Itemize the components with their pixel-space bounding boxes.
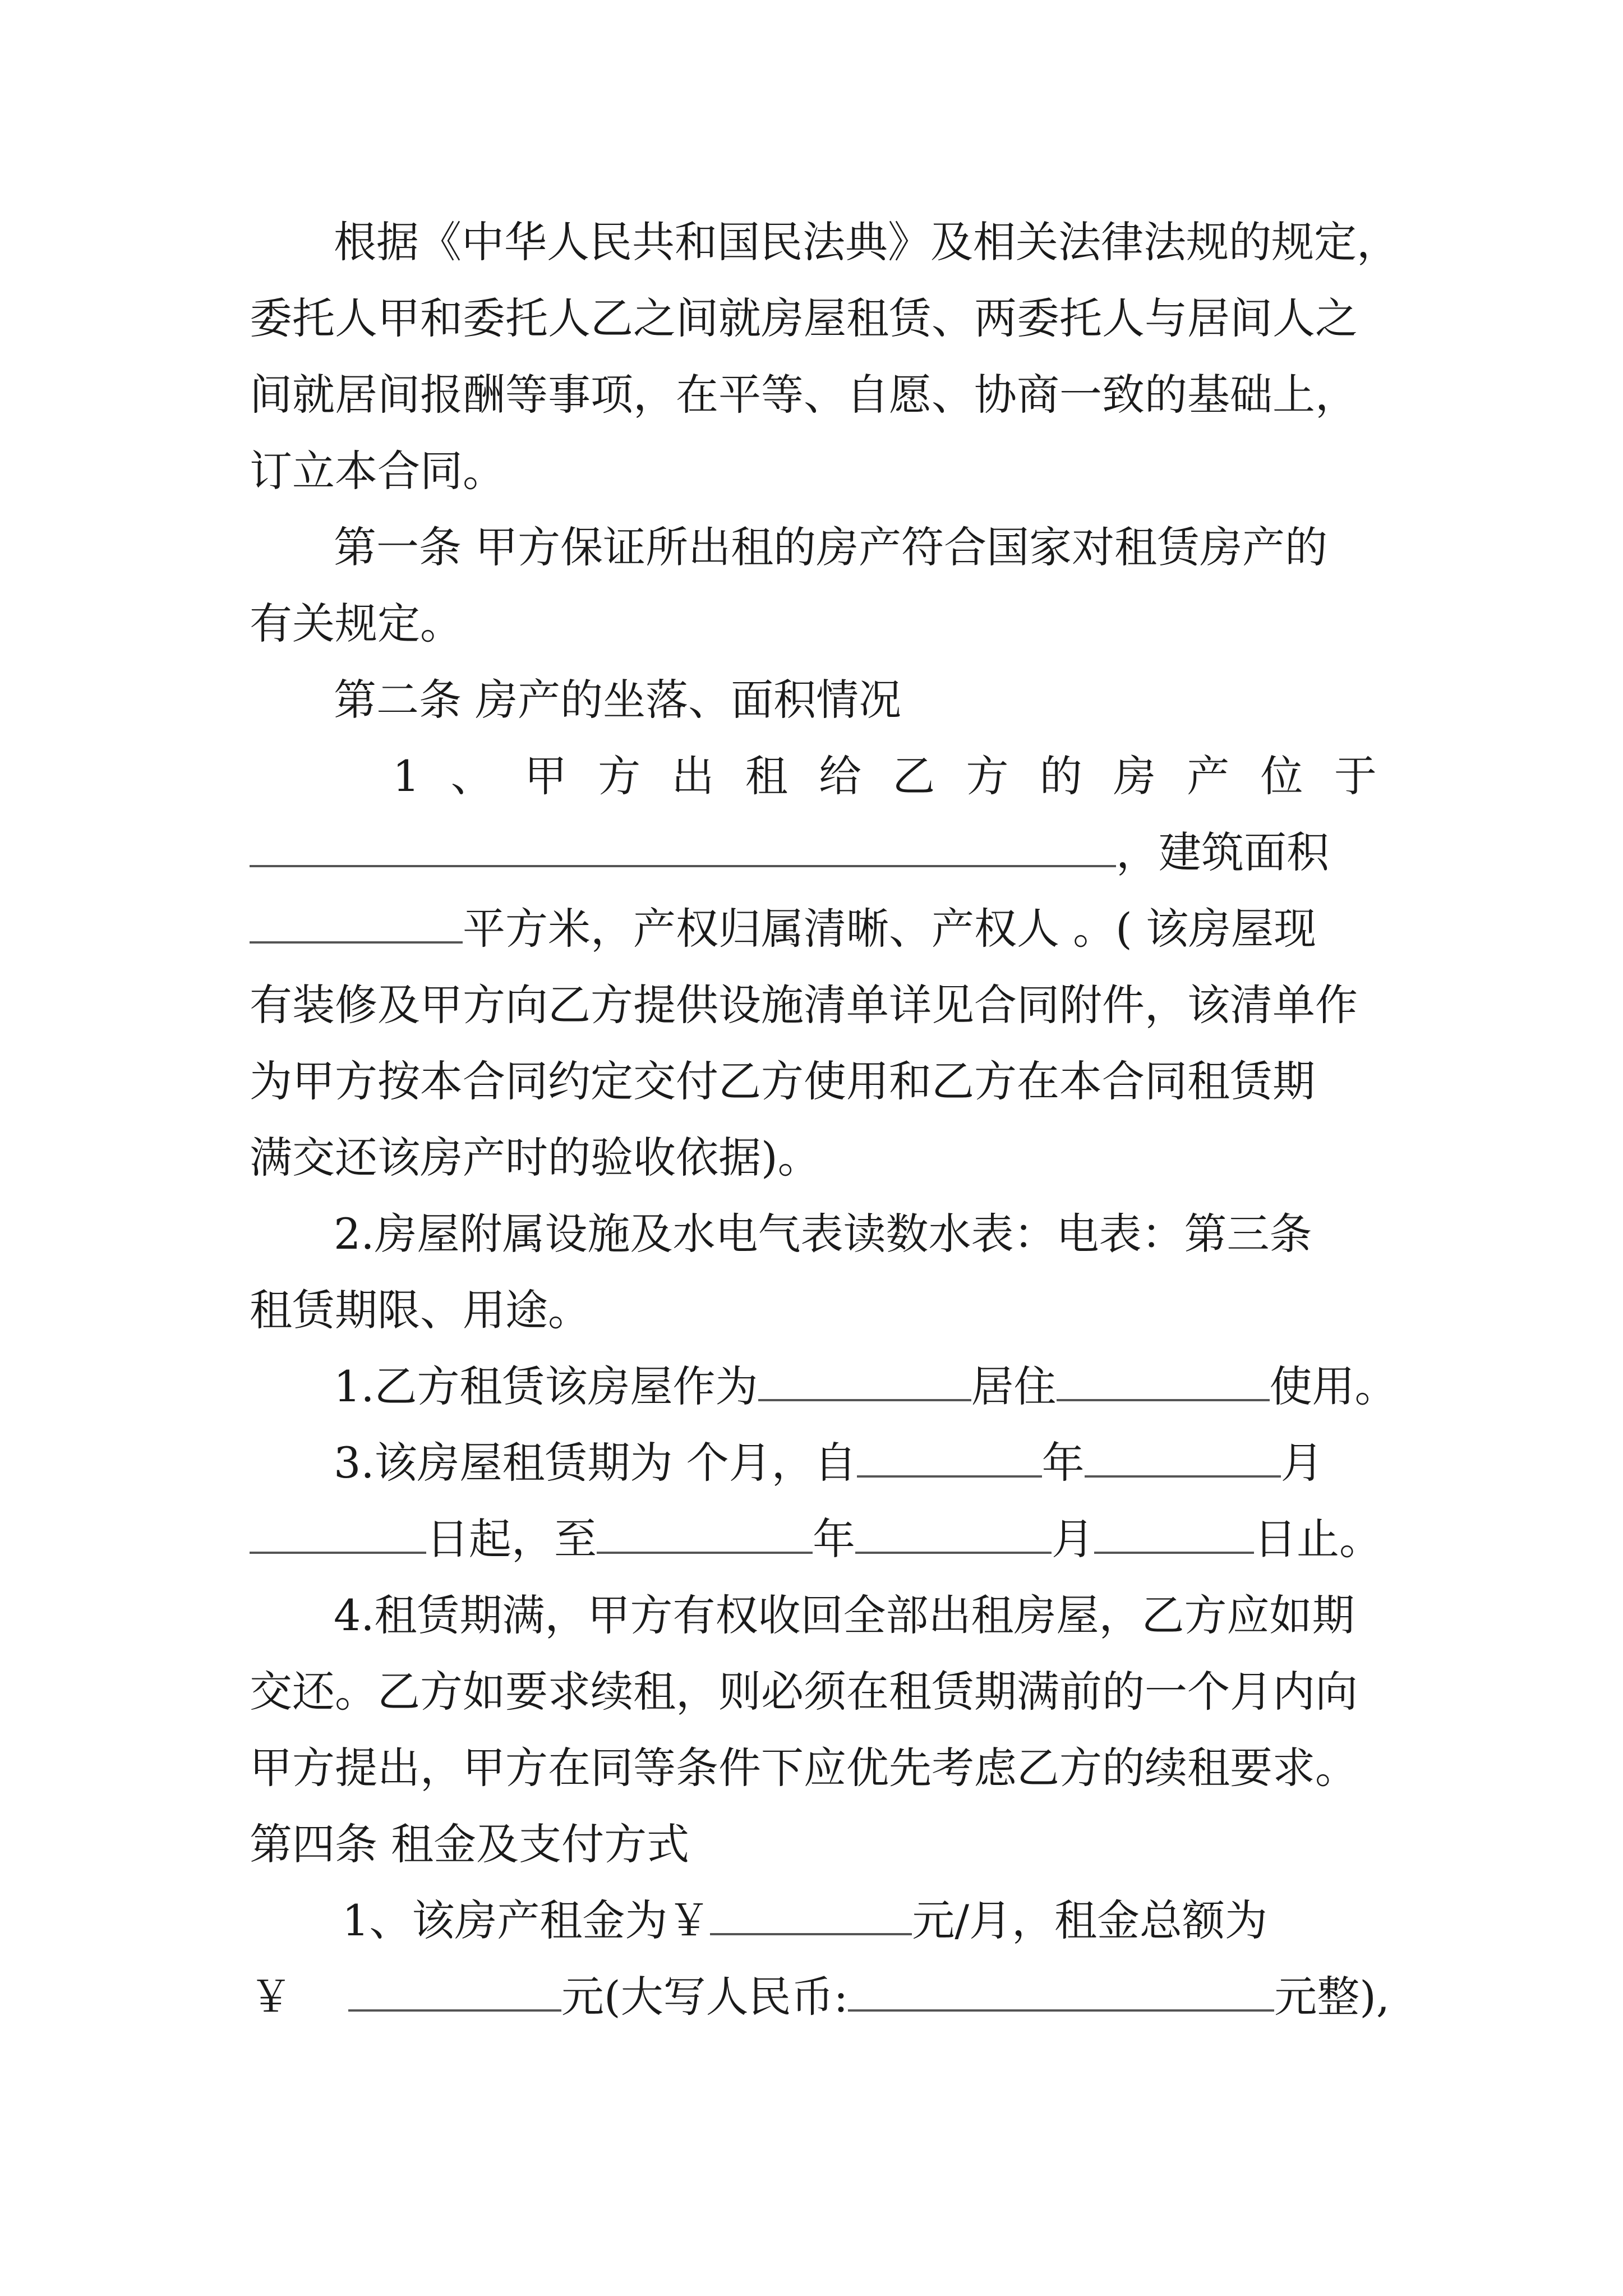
text: 4.租赁期满，甲方有权收回全部出租房屋，乙方应如期 [334,1590,1355,1640]
paragraph-line [250,1048,1377,1115]
text: 元整), [1274,1972,1390,2022]
blank-line-field[interactable] [250,1552,426,1554]
paragraph-line [334,1582,1377,1649]
blank-line-field[interactable] [250,865,1116,867]
paragraph-line [250,895,1377,963]
blank-line-field[interactable] [1085,1475,1281,1478]
text: 订立本合同。 [250,446,505,496]
text: 平方米，产权归属清晰、产权人 。( 该房屋现 [463,904,1316,954]
article-heading [250,1811,1377,1878]
text: 第二条 房产的坐落、面积情况 [334,675,902,725]
blank-line-field[interactable] [855,1552,1052,1554]
paragraph-line [250,972,1377,1039]
justified-char: 方 [598,751,641,801]
justified-char: 出 [671,751,714,801]
text: ￥ [250,1972,292,2022]
text: 2.房屋附属设施及水电气表读数水表：电表：第三条 [334,1209,1312,1259]
paragraph-line [250,1124,1377,1191]
text: 3.该房屋租赁期为 个月，自 [334,1438,857,1488]
text: 使用。 [1269,1361,1398,1411]
text: 间就居间报酬等事项，在平等、自愿、协商一致的基础上， [250,370,1358,420]
paragraph-line [334,1200,1377,1268]
text: 1.乙方租赁该房屋作为 [334,1361,758,1411]
paragraph-line [334,1429,1377,1497]
paragraph-line [250,819,1377,886]
text: 月 [1280,1438,1324,1488]
paragraph-line [250,590,1377,657]
justified-char: 产 [1187,751,1230,801]
justified-char: 甲 [524,751,567,801]
blank-line-field[interactable] [1094,1552,1254,1554]
text: 委托人甲和委托人乙之间就房屋租赁、两委托人与居间人之 [250,293,1358,343]
justified-char: 于 [1334,751,1377,801]
blank-line-field[interactable] [710,1933,912,1935]
text: 满交还该房产时的验收依据)。 [250,1133,820,1182]
text: ，建筑面积 [1116,827,1329,877]
blank-line-field[interactable] [857,1475,1042,1478]
text: 年 [813,1514,855,1564]
text: 元(大写人民币: [561,1972,849,2022]
text: 日起，至 [426,1514,597,1564]
justified-char: 乙 [892,751,935,801]
paragraph-line [250,438,1377,505]
article-heading [334,514,1377,581]
text: 第四条 租金及支付方式 [250,1819,690,1869]
paragraph-line [250,1658,1377,1726]
paragraph-line [250,1277,1377,1344]
justified-char: 方 [966,751,1009,801]
text: 有装修及甲方向乙方提供设施清单详见合同附件，该清单作 [250,980,1358,1030]
paragraph-line [250,1963,1390,2031]
paragraph-line [250,1734,1377,1802]
text: 为甲方按本合同约定交付乙方使用和乙方在本合同租赁期 [250,1056,1315,1106]
blank-line-field[interactable] [348,2009,561,2012]
text: 年 [1041,1438,1085,1488]
paragraph-line [334,1353,1398,1420]
paragraph-line [334,209,1399,276]
justified-char: 给 [818,751,861,801]
justified-char: 位 [1260,751,1303,801]
text: 第一条 甲方保证所出租的房产符合国家对租赁房产的 [334,522,1328,572]
text: 有关规定。 [250,599,463,648]
justified-char: 的 [1039,751,1082,801]
text: 1、该房产租金为￥ [342,1895,711,1945]
justified-char: 房 [1113,751,1156,801]
article-heading [334,666,1377,734]
blank-line-field[interactable] [848,2009,1274,2012]
text: 租赁期限、用途。 [250,1285,591,1335]
text: 月 [1052,1514,1094,1564]
blank-line-field[interactable] [597,1552,813,1554]
justified-char: 、 [450,751,494,801]
text: 日止。 [1254,1514,1382,1564]
text: 根据《中华人民共和国民法典》及相关法律法规的规定， [334,217,1399,267]
justified-char: 租 [745,751,788,801]
paragraph-line [250,361,1377,429]
paragraph-line [342,1887,1377,1954]
text: 交还。乙方如要求续租，则必须在租赁期满前的一个月内向 [250,1667,1358,1717]
paragraph-line [250,285,1377,352]
justified-char: 1 [393,751,420,801]
text: 甲方提出，甲方在同等条件下应优先考虑乙方的续租要求。 [250,1743,1358,1793]
blank-line-field[interactable] [1057,1399,1270,1401]
blank-line-field[interactable] [758,1399,971,1401]
paragraph-line-justified [393,743,1377,810]
paragraph-line [250,1506,1382,1573]
blank-line-field[interactable] [250,941,463,944]
text: 元/月，租金总额为 [912,1895,1267,1945]
text: 居住 [971,1361,1057,1411]
